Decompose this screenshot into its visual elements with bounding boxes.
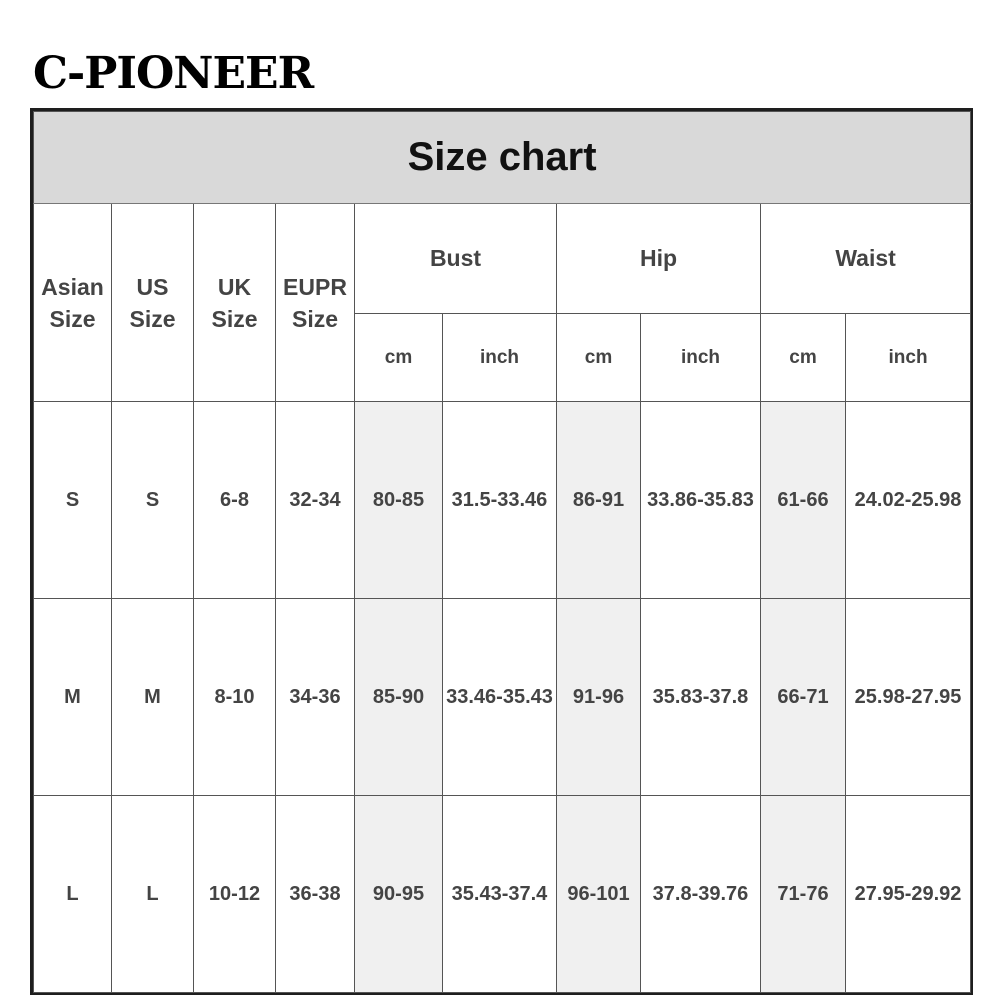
table-cell: 24.02-25.98 <box>846 402 971 599</box>
table-cell: 86-91 <box>557 402 641 599</box>
table-cell: S <box>112 402 194 599</box>
table-cell: 90-95 <box>355 796 443 993</box>
header-bust-cm: cm <box>355 314 443 402</box>
table-cell: 32-34 <box>276 402 355 599</box>
header-waist-inch: inch <box>846 314 971 402</box>
table-cell: 33.46-35.43 <box>443 599 557 796</box>
table-cell: 80-85 <box>355 402 443 599</box>
table-cell: 61-66 <box>761 402 846 599</box>
header-bust-inch: inch <box>443 314 557 402</box>
table-cell: 71-76 <box>761 796 846 993</box>
table-cell: 96-101 <box>557 796 641 993</box>
brand-logo <box>33 50 313 98</box>
table-cell: 8-10 <box>194 599 276 796</box>
header-hip-cm: cm <box>557 314 641 402</box>
header-waist-cm: cm <box>761 314 846 402</box>
table-cell: 66-71 <box>761 599 846 796</box>
table-cell: 85-90 <box>355 599 443 796</box>
table-cell: 35.83-37.8 <box>641 599 761 796</box>
table-cell: M <box>112 599 194 796</box>
table-cell: 31.5-33.46 <box>443 402 557 599</box>
table-cell: L <box>112 796 194 993</box>
brand-logo-text: C-PIONEER <box>33 48 314 99</box>
table-cell: 6-8 <box>194 402 276 599</box>
header-hip-inch: inch <box>641 314 761 402</box>
table-row <box>34 599 971 796</box>
header-bust: Bust <box>355 204 557 314</box>
table-cell: 37.8-39.76 <box>641 796 761 993</box>
table-cell: 91-96 <box>557 599 641 796</box>
table-cell: M <box>34 599 112 796</box>
table-cell: L <box>34 796 112 993</box>
table-row <box>34 402 971 599</box>
header-eupr-size: EUPR Size <box>276 204 355 402</box>
header-uk-size: UK Size <box>194 204 276 402</box>
header-hip: Hip <box>557 204 761 314</box>
chart-title: Size chart <box>34 112 971 204</box>
table-cell: 27.95-29.92 <box>846 796 971 993</box>
table-cell: S <box>34 402 112 599</box>
header-asian-size: Asian Size <box>34 204 112 402</box>
table-cell: 36-38 <box>276 796 355 993</box>
table-cell: 35.43-37.4 <box>443 796 557 993</box>
size-chart <box>30 108 973 995</box>
size-table <box>33 111 971 993</box>
table-cell: 33.86-35.83 <box>641 402 761 599</box>
table-row <box>34 796 971 993</box>
table-cell: 25.98-27.95 <box>846 599 971 796</box>
table-cell: 10-12 <box>194 796 276 993</box>
header-us-size: US Size <box>112 204 194 402</box>
table-cell: 34-36 <box>276 599 355 796</box>
header-waist: Waist <box>761 204 971 314</box>
